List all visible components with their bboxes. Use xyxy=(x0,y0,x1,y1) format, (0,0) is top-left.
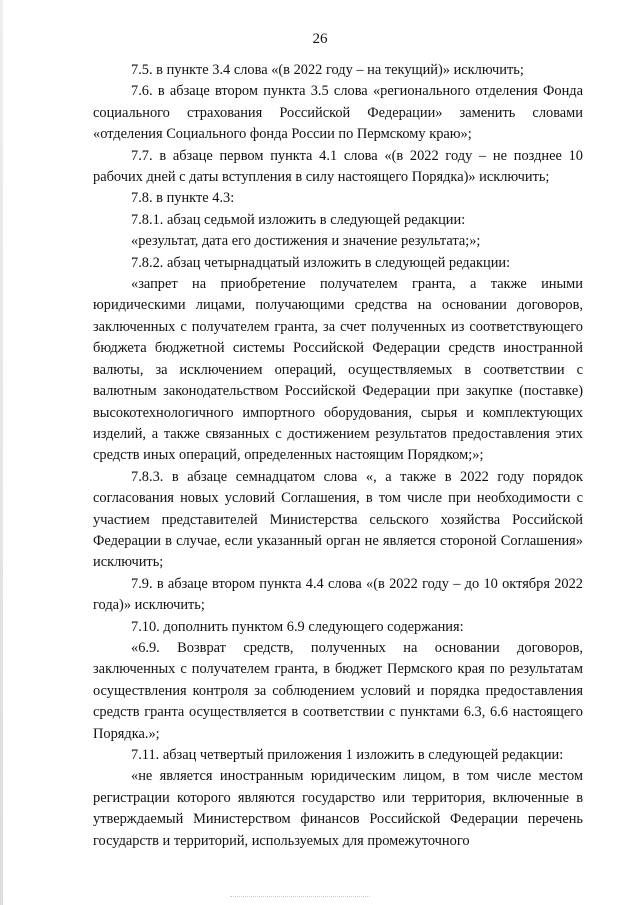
paragraph-7-6: 7.6. в абзаце втором пункта 3.5 слова «регионального отделения Фонда социального страхования Российской Федерации» заменить словами «отделения Социального фонда России по Пермскому краю»; xyxy=(93,83,583,143)
paragraph-7-8-2-quote: «запрет на приобретение получателем гранта, а также иными юридическими лицами, получающими средства на основании договоров, заключенных с получателем гранта, за счет полученных из соответствующего бюджета бюджетной системы Российской Федерации средств иностранной валюты, за исключением операций, осуществляемых в соответствии с валютным законодательством Российской Федерации при закупке (поставке) высокотехнологичного импортного оборудования, сырья и комплектующих изделий, а также связанных с достижением результатов предоставления этих средств иных операций, определенных настоящим Порядком;»; xyxy=(93,276,583,464)
paragraph-6-9-quote: «6.9. Возврат средств, полученных на основании договоров, заключенных с получателем гранта, в бюджет Пермского края по результатам осуществления контроля за соблюдением условий и порядка предоставления средств гранта осуществляется в соответствии с пунктами 6.3, 6.6 настоящего Порядка.»; xyxy=(93,639,583,742)
paragraph-7-11: 7.11. абзац четвертый приложения 1 изложить в следующей редакции: xyxy=(131,747,564,763)
document-body xyxy=(93,60,583,852)
paragraph-7-8: 7.8. в пункте 4.3: xyxy=(131,190,235,207)
paragraph-7-9: 7.9. в абзаце втором пункта 4.4 слова «(в 2022 году – до 10 октября 2022 года)» исключить; xyxy=(93,575,583,614)
paragraph-7-5: 7.5. в пункте 3.4 слова «(в 2022 году – на текущий)» исключить; xyxy=(131,62,524,78)
paragraph-7-7: 7.7. в абзаце первом пункта 4.1 слова «(в 2022 году – не позднее 10 рабочих дней с даты вступления в силу настоящего Порядка)» исключить; xyxy=(93,147,583,186)
paragraph-7-11-quote: «не является иностранным юридическим лицом, в том числе местом регистрации которого являются государство или территория, включенные в утверждаемый Министерством финансов Российской Федерации перечень государств и территорий, используемых для промежуточного xyxy=(93,768,583,849)
scan-left-edge xyxy=(0,0,3,905)
paragraph-7-10: 7.10. дополнить пунктом 6.9 следующего содержания: xyxy=(131,618,464,635)
paragraph-7-8-3: 7.8.3. в абзаце семнадцатом слова «, а также в 2022 году порядок согласования новых условий Соглашения, в том числе при необходимости с участием представителей Министерства сельского хозяйства Российской Федерации в случае, если указанный орган не является стороной Соглашения» исключить; xyxy=(93,468,583,571)
paragraph-7-8-2: 7.8.2. абзац четырнадцатый изложить в следующей редакции: xyxy=(131,254,511,271)
paragraph-7-8-1-quote: «результат, дата его достижения и значение результата;»; xyxy=(131,233,481,250)
page-number: 26 xyxy=(312,31,328,47)
footer-scan-mark xyxy=(230,896,370,900)
paragraph-7-8-1: 7.8.1. абзац седьмой изложить в следующей редакции: xyxy=(131,211,466,228)
